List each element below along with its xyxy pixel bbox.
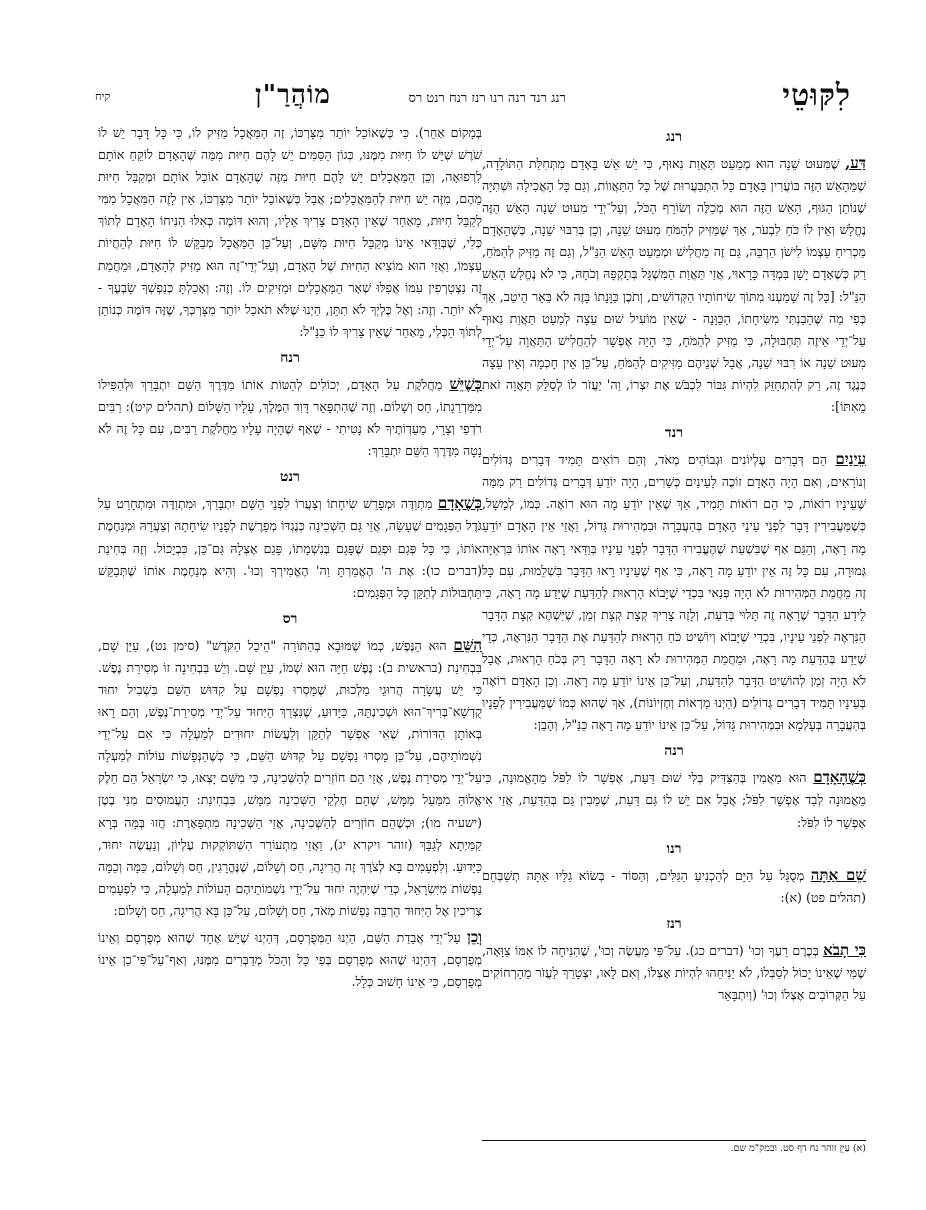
footnote: (א) עַיֵּן זוהר נח דף סט. ובמק"מ שם.	[730, 1143, 866, 1154]
section-paragraph	[482, 939, 866, 1006]
book-title-left: מוֹהֲרַ"ן	[255, 80, 331, 110]
section-heading: רנז	[666, 915, 682, 932]
section-heading: רנג	[665, 129, 683, 145]
paragraph-text: הוּא מַאֲמִין בְּהַצַּדִּיק בְּלִי שׁוּם דַּעַת, אֶפְשָׁר לוֹ לִפֹּל מֵהָאֱמוּנָה, כִּי מֵאֱמוּנָה לְבַד אֶפְשָׁר לִפֹּל; אֲבָל אִם יֵשׁ לוֹ גַּם דַּעַת, שֶׁמֵּבִין גַּם בְּהַדַּעַת, אֲזַי אִי אֶפְשָׁר לוֹ לִפֹּל:	[482, 770, 866, 830]
section-paragraph	[482, 766, 866, 833]
lead-word: הַשֵּׁם	[453, 635, 482, 654]
section-heading: רנו	[666, 840, 682, 857]
section-paragraph	[98, 122, 482, 343]
section-paragraph	[482, 152, 866, 418]
section-paragraph	[98, 634, 482, 922]
section-paragraph	[482, 448, 866, 736]
lead-word: כְּשֶׁאָדָם	[437, 494, 482, 513]
page-header	[95, 78, 886, 114]
lead-word: כִּי תָבֹא	[823, 940, 866, 959]
section-heading: רנח	[280, 349, 300, 366]
section-heading: רנד	[664, 425, 684, 442]
book-title-right: לִקּוּטֵי	[782, 78, 851, 113]
lead-word: עֵינַיִם	[835, 450, 866, 469]
folio-number: קיח	[95, 90, 111, 103]
lead-word: שֵׁם אַתָּה	[810, 865, 866, 884]
lead-word: כְּשֶׁיֵּשׁ	[449, 374, 482, 393]
paragraph-text: מִתְוַדֶּה וּמְפָרֵשׁ שִׂיחָתוֹ וְצַעֲרוֹ לִפְנֵי הַשֵּׁם יִתְבָּרַךְ, וּמִתְוַדֶּה וּמִתְחָרֵט עַל גֹּדֶל הַפְּגָמִים שֶׁעָשָׂה, אֲזַי גַּם הַשְּׁכִינָה כְּנֶגְדּוֹ מְפָרֶשֶׁת לְפָנָיו שִׂיחָתָהּ וְצַעֲרָהּ וּמְנַחֶמֶת אוֹתוֹ, כִּי כָּל פְּגַם וּפְגַם שֶׁפָּגַם בְּנִשְׁמָתוֹ, פָּגַם אֶצְלָהּ גַּם־כֵּן, כִּבְיָכוֹל. וְזֶה בְּחִינַת (דברים כו): אֶת ה' הֶאֱמַרְתָּ וַה' הֶאֱמִירְךָ וְכוּ'. וְהִיא מְנַחֶמֶת אוֹתוֹ שֶׁתְּבַקֵּשׁ תַּחְבּוּלוֹת לְתַקֵּן כָּל הַפְּגָמִים:	[98, 496, 482, 600]
section-heading: רס	[282, 610, 298, 627]
section-paragraph	[98, 926, 482, 993]
paragraph-text: הֵם דְּבָרִים עֶלְיוֹנִים וּגְבוֹהִים מְאֹד, וְהֵם רוֹאִים תָּמִיד דְּבָרִים גְּדוֹלִים וְנוֹרָאִים, וְאִם הָיָה הָאָדָם זוֹכֶה לָעֵינַיִם כְּשֵׁרִים, הָיָה יוֹדֵעַ דְּבָרִים גְּדוֹלִים רַק מִמַּה שֶּׁעֵינָיו רוֹאוֹת, כִּי הֵם רוֹאוֹת תָּמִיד, אַךְ שֶׁאֵין יוֹדֵעַ מָה הוּא רוֹאֶה. כְּמוֹ, לְמָשָׁל, כְּשֶׁמַּעֲבִירִין דָּבָר לִפְנֵי עֵינֵי הָאָדָם בְּהַעֲבָרָה וּבִמְהִירוּת גָּדוֹל, וַאֲזַי אֵין הָאָדָם יוֹדֵעַ מָה רָאָה, וְהַגַּם אַף שֶׁבִּשְׁעַת שֶׁהֶעֱבִירוּ הַדָּבָר לִפְנֵי עֵינָיו בְּוַדַּאי רָאָה אוֹתוֹ בִּרְאִיָּה גְּמוּרָה, עִם כָּל זֶה אֵין יוֹדֵעַ מָה רָאָה, כִּי אַף שֶׁעֵינָיו רָאוּ הַדָּבָר בִּשְׁלֵמוּת, עִם כָּל זֶה מֵחֲמַת הַמְּהִירוּת לֹא הָיָה פְּנַאי בִּכְדֵי שֶׁיָּבוֹא הָרְאוּת לְהַדַּעַת שֶׁיֵּדַע מָה רָאָה, כִּי לֵידַע הַדָּבָר שֶׁרָאָה זֶה תָּלוּי בְּדַעַת, וְלָזֶה צָרִיךְ קְצָת קְצָת זְמַן, שֶׁיִּשְׁהֶא קְצָת הַדָּבָר הַנִּרְאֶה לִפְנֵי עֵינָיו, בִּכְדֵי שֶׁיָּבוֹא וְיוֹשִׁיט כֹּחַ הָרְאוּת לְהַדַּעַת אֶת הַדָּבָר הַנִּרְאֶה, כְּדֵי שֶׁיֵּדַע בְּהַדַּעַת מָה רָאָה, וּמֵחֲמַת הַמְּהִירוּת לֹא רָאָה הַדָּבָר רַק בְּכֹחַ הָרְאוּת, אֲבָל לֹא הָיָה זְמַן לְהוֹשִׁיט הַדָּבָר לְהַדַּעַת, וְעַל־כֵּן אֵינוֹ יוֹדֵעַ מָה רָאָה. וְכֵן הָאָדָם רוֹאֶה בְּעֵינָיו תָּמִיד דְּבָרִים גְּדוֹלִים (הַיְנוּ מַרְאוֹת וְחֶזְיוֹנוֹת), אַךְ שֶׁהוּא כְּמוֹ שֶׁמַּעֲבִירִין לְפָנָיו בְּהַעֲבָרָה בְּעָלְמָא וּבִמְהִירוּת גָּדוֹל, עַל־כֵּן אֵינוֹ יוֹדֵעַ מָה רָאָה כַּנַּ"ל, וְהָבֵן:	[482, 452, 866, 733]
section-heading: רנט	[280, 469, 300, 486]
lead-word: וְכֵן	[467, 928, 482, 946]
section-paragraph	[482, 864, 866, 909]
right-column	[482, 122, 866, 1010]
paragraph-text: מַחֲלֹקֶת עַל הָאָדָם, יְכוֹלִים לְהַטּוֹת אוֹתוֹ מִדֶּרֶךְ הַשֵּׁם יִתְבָּרַךְ וּלְהַפִּילוֹ מִמַּדְרֵגָתוֹ, חַס וְשָׁלוֹם. וְזֶה שֶׁהִתְפָּאֵר דָּוִד הַמֶּלֶךְ, עָלָיו הַשָּׁלוֹם (תהלים קיט): רַבִּים רֹדְפַי וְצָרָי, מֵעֵדְוֹתֶיךָ לֹא נָטִיתִי - שֶׁאַף שֶׁהָיָה עָלָיו מַחֲלֹקֶת רַבִּים, עִם כָּל זֶה לֹא נָטָה מִדֶּרֶךְ הַשֵּׁם יִתְבָּרַךְ:	[98, 376, 482, 459]
paragraph-text: בְּמָקוֹם אַחֵר). כִּי כְּשֶׁאוֹכֵל יוֹתֵר מִצָּרְכּוֹ, זֶה הַמַּאֲכָל מַזִּיק לוֹ, כִּי כָּל דָּבָר יֵשׁ לוֹ שֹׁרֶשׁ שֶׁיֵּשׁ לוֹ חִיּוּת מִמֶּנּוּ, כְּגוֹן הַסַּמִּים יֵשׁ לָהֶם חִיּוּת מִמַּה שֶּׁהָאָדָם לוֹקֵחַ אוֹתָם לִרְפוּאָה, וְכֵן הַמַּאֲכָלִים יֵשׁ לָהֶם חִיּוּת מִזֶּה שֶׁהָאָדָם אוֹכֵל אוֹתָם וּמְקַבֵּל חִיּוּת מֵהֶם, מִזֶּה יֵשׁ חִיּוּת לְהַמַּאֲכָלִים; אֲבָל כְּשֶׁאוֹכֵל יוֹתֵר מִצָּרְכּוֹ, אֵין לָזֶה הַמַּאֲכָל מִמִּי לְקַבֵּל חִיּוּת, מֵאַחַר שֶׁאֵין הָאָדָם צָרִיךְ אֵלָיו, וְהוּא דּוֹמֶה כְּאִלּוּ הִנִּיחוֹ הָאָדָם לְתוֹךְ כְּלִי, שֶׁבְּוַדַּאי אֵינוֹ מְקַבֵּל חִיּוּת מִשָּׁם, וְעַל־כֵּן הַמַּאֲכָל מְבַקֵּשׁ לוֹ חִיּוּת לְהַחֲיוֹת עַצְמוֹ, וַאֲזַי הוּא מוֹצִיא הַחִיּוּת שֶׁל הָאָדָם, וְעַל־יְדֵי־זֶה הוּא מַזִּיק לְהָאָדָם, וּמֵחֲמַת זֶה נִצְטָרְפִין עִמּוֹ אֲפִלּוּ שְׁאָר הַמַּאֲכָלִים וּמַזִּיקִים לוֹ. וְזֶה: וְאָכַלְתָּ כְּנַפְשְׁךָ שָׂבְעֶךָ - לֹא יוֹתֵר. וְזֶה: וְאֶל כֶּלְיְךָ לֹא תִתֵּן, הַיְנוּ שֶׁלֹּא תֹאכַל יוֹתֵר מִצָּרְכְּךָ, שֶׁזֶּה דּוֹמֶה כְּנוֹתֵן לְתוֹךְ הַכְּלִי, מֵאַחַר שֶׁאֵין צָרִיךְ לוֹ כַּנַּ"ל:	[98, 125, 482, 339]
section-range: רנג רנד רנה רנו רנז רנח רנט רס	[408, 91, 566, 106]
section-heading: רנה	[664, 743, 684, 760]
left-column	[98, 122, 482, 997]
section-paragraph	[98, 492, 482, 603]
paragraph-text: עַל־יְדֵי אֲבֵדַת הַשֵּׁם, הַיְנוּ הַמְּפֻרְסָם, דְּהַיְנוּ שֶׁיֵּשׁ אֶחָד שֶׁהוּא מְפֻרְסָם וְאֵינוֹ מְפֻרְסָם, דְּהַיְנוּ שֶׁהוּא מְפֻרְסָם בְּפִי כָּל וְהַכֹּל מְדַבְּרִים מִמֶּנּוּ, וְאַף־עַל־פִּי־כֵן אֵינוֹ מְפֻרְסָם, כִּי אֵינוֹ חָשׁוּב כְּלָל.	[98, 930, 482, 990]
paragraph-text: בְּכֶרֶם רֵעֶךָ וְכוּ' (דברים כג). עַל־פִּי מַעֲשֶׂה וְכוּ', שֶׁהִנִּיחָה לוֹ אִמּוֹ צַוָּאָה, שֶׁמִּי שֶׁאֵינוֹ יָכוֹל לְסַבְּלוֹ, לֹא יַנִּיחֵהוּ לִהְיוֹת אֶצְלוֹ, וְאִם לָאו, יִצְטָרֵךְ לַעֲזֹר מֵהָרְחוֹקִים עַל הַקְּרוֹבִים אֶצְלוֹ וְכוּ' (וְיִתְבָּאֵר	[482, 942, 866, 1002]
lead-word: דַּע,	[845, 154, 866, 172]
paragraph-text: שֶׁמִּעוּט שֵׁנָה הוּא מְמַעֵט תַּאֲוַת נִאוּף, כִּי יֵשׁ אֵשׁ בָּאָדָם מִתְּחִלַּת הַתּוֹלָדָה, שֶׁמֵּהָאֵשׁ הַזֶּה בּוֹעֲרִין בָּאָדָם כָּל הִתְבַּעֲרוּת שֶׁל כָּל הַתַּאֲווֹת, וְגַם כָּל הָאֲכִילָה וּשְׁתִיָּה שֶׁנּוֹתֵן הַגּוּף, הָאֵשׁ הַזֶּה הוּא מְכַלֶּה וְשׂוֹרֵף הַכֹּל, וְעַל־יְדֵי מִעוּט שֵׁנָה הָאֵשׁ הַזֶּה נֶחֱלָשׁ וְאֵין לוֹ כֹּחַ לִבְעֹר, אַךְ שֶׁמַּזִּיק לְהַמֹּחַ מִעוּט שֵׁנָה, וְכֵן בְּרִבּוּי שֵׁנָה, כְּשֶׁהָאָדָם מַכְרִיחַ עַצְמוֹ לִישֹׁן הַרְבֵּה, גַּם זֶה מַחֲלִישׁ וּמְמַעֵט הָאֵשׁ הַנַּ"ל, וְגַם זֶה מַזִּיק לְהַמֹּחַ, רַק כְּשֶׁאָדָם יָשֵׁן בִּמְדָּה כָּרָאוּי, אֲזַי תַּאֲוַת הַמִּשְׁגָּל בְּתָקְפָּהּ וְכֹחָהּ, כִּי לֹא נֶחֱלַשׁ הָאֵשׁ הַנַּ"ל: [כָּל זֶה שָׁמַעְנוּ מִתּוֹךְ שִׂיחוֹתָיו הַקְּדוֹשִׁים, וְתֹכֶן כַּוָּנָתוֹ בָּזֶה לֹא בֵּאֵר הֵיטֵב, אַךְ כְּפִי מַה שֶּׁהֵבַנְתִּי מִשִּׂיחָתוֹ, הַכַּוָּנָה - שֶׁאֵין מוֹעִיל שׁוּם עֵצָה לְמַעֵט תַּאֲוַת נִאוּף עַל־יְדֵי אֵיזֶה תַּחְבּוּלָה, כִּי מַזִּיק לְהַמֹּחַ, כִּי הָיָה אֶפְשָׁר לְהַחֲלִישׁ הַתַּאֲוָה עַל־יְדֵי מִעוּט שֵׁנָה אוֹ רִבּוּי שֵׁנָה, אֲבָל שְׁנֵיהֶם מַזִּיקִים לְהַמֹּחַ, עַל־כֵּן אֵין חָכְמָה וְאֵין עֵצָה כְּנֶגֶד זֶה, רַק לְהִתְחַזֵּק לִהְיוֹת גִּבּוֹר לִכְבֹּשׁ אֶת יִצְרוֹ, וַה' יַעֲזֹר לוֹ לְסַלֵּק תַּאֲוָה זֹאת מֵאִתּוֹ]:	[482, 156, 866, 415]
footnote-divider	[482, 1140, 866, 1141]
section-paragraph	[98, 373, 482, 462]
lead-word: כְּשֶׁהָאָדָם	[813, 768, 866, 787]
paragraph-text: מְסֻגָּל עַל הַיָּם לְהַכְנִיעַ הַגַּלִּים, וְהַסּוֹד - בְּשׂוֹא גַלָּיו אַתָּה תְשַׁבְּחֵם (תהלים פט) (א):	[482, 867, 866, 905]
paragraph-text: הוּא הַנֶּפֶשׁ, כְּמוֹ שֶׁמּוּבָא בְּהַתּוֹרָה "הֵיכַל הַקֹּדֶשׁ" (סימן נט), עַיֵּן שָׁם, בִּבְחִינַת (בראשית ב): נֶפֶשׁ חַיָּה הוּא שְׁמוֹ, עַיֵּן שָׁם. וְיֵשׁ בִּבְחִינָה זוֹ מְסִירַת נֶפֶשׁ. כִּי יֵשׁ עֲשָׂרָה הֲרוּגֵי מַלְכוּת, שֶׁמָּסְרוּ נַפְשָׁם עַל קִדּוּשׁ הַשֵּׁם בִּשְׁבִיל יִחוּד קֻדְשָׁא־בְּרִיךְ־הוּא וּשְׁכִינְתֵּהּ, כַּיָּדוּעַ, שֶׁנִּצְרַךְ הַיִּחוּד עַל־יְדֵי מְסִירַת־נֶפֶשׁ, וְהֵם רָאוּ בְּאוֹתָן הַדּוֹרוֹת, שֶׁאִי אֶפְשָׁר לְתַקֵּן וְלַעֲשׂוֹת יִחוּדִים לְמַעְלָה כִּי אִם עַל־יְדֵי נִשְׁמוֹתֵיהֶם, עַל־כֵּן מָסְרוּ נַפְשָׁם עַל קִדּוּשׁ הַשֵּׁם, כִּי כְּשֶׁהַנְּפָשׁוֹת עוֹלוֹת לְמַעְלָה עַל־יְדֵי מְסִירַת נֶפֶשׁ, אֲזַי הֵם חוֹזְרִים לְהַשְּׁכִינָה, כִּי מִשָּׁם יָצְאוּ, כִּי יִשְׂרָאֵל הֵם חֵלֶק אֱלוֹהַּ מִמַּעַל מַמָּשׁ, שֶׁהֵם חֶלְקֵי הַשְּׁכִינָה מַמָּשׁ, בִּבְחִינַת: הָעֲמוּסִים מִנִּי בֶטֶן (ישעיה מו); וּכְשֶׁהֵם חוֹזְרִים לְהַשְּׁכִינָה, אֲזַי הַשְּׁכִינָה מִתְפָּאֶרֶת: חֲזוּ בְּמָּה בְּרָא קַמַּיְתָא לְגַבָּךְ (זוהר ויקרא יג), וַאֲזַי מִתְעוֹרֵר הִשְׁתּוֹקְקוּת עֶלְיוֹן, וְנַעֲשֶׂה יִחוּד, כַּיָּדוּעַ. וְלִפְעָמִים בָּא לְצֹרֶךְ זֶה הֲרִיגָה, חַס וְשָׁלוֹם, שֶׁנֶּהֱרָגִין, חַס וְשָׁלוֹם, כַּמָּה וְכַמָּה נַפְשׁוֹת מִיִּשְׂרָאֵל, כְּדֵי שֶׁיִּהְיֶה יִחוּד עַל־יְדֵי נִשְׁמוֹתֵיהֶם הָעוֹלוֹת לְמַעְלָה, כִּי לִפְעָמִים צְרִיכִין אֶל הַיִּחוּד הַרְבֵּה נַפְשׁוֹת מְאֹד, חַס וְשָׁלוֹם, עַל־כֵּן בָּא הֲרִיגָה, חַס וְשָׁלוֹם:	[98, 637, 482, 918]
